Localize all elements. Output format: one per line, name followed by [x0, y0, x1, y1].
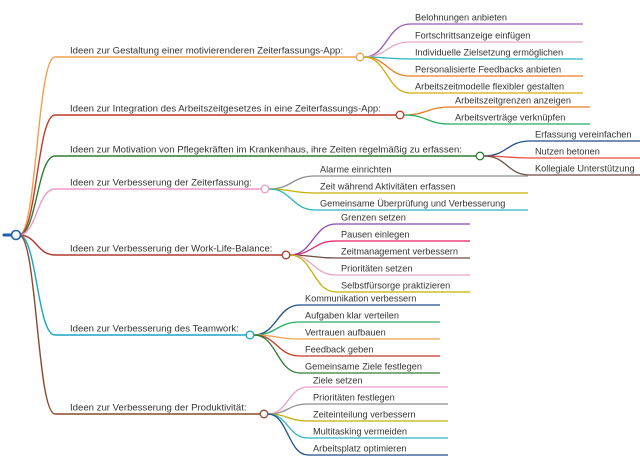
leaf-connector — [364, 57, 410, 76]
leaf-connector — [404, 115, 450, 124]
leaf-node — [268, 410, 448, 422]
leaf-label[interactable]: Zeit während Aktivitäten erfassen — [320, 181, 456, 192]
branch-node-circle[interactable] — [476, 152, 484, 160]
leaf-connector — [364, 42, 410, 57]
leaf-label[interactable]: Arbeitszeitgrenzen anzeigen — [455, 95, 571, 106]
root-node[interactable] — [4, 231, 21, 240]
leaf-label[interactable]: Aufgaben klar verteilen — [305, 310, 399, 321]
leaf-node — [254, 328, 440, 340]
leaf-connector — [404, 107, 450, 115]
leaf-label[interactable]: Multitasking vermeiden — [313, 426, 407, 437]
branch-2 — [55, 96, 590, 125]
leaf-connector — [364, 24, 410, 57]
leaf-label[interactable]: Pausen einlegen — [341, 229, 410, 240]
leaf-connector — [254, 335, 300, 373]
leaf-label[interactable]: Fortschrittsanzeige einfügen — [415, 30, 531, 41]
leaf-connector — [290, 241, 336, 255]
leaf-label[interactable]: Prioritäten setzen — [341, 263, 413, 274]
leaf-label[interactable]: Arbeitsplatz optimieren — [313, 443, 407, 454]
leaf-node — [364, 57, 583, 76]
branch-label[interactable]: Ideen zur Verbesserung der Produktivität: — [70, 402, 247, 414]
branch-6 — [55, 294, 440, 374]
leaf-connector — [290, 224, 336, 255]
branch-connector — [19, 57, 55, 235]
leaf-label[interactable]: Belohnungen anbieten — [415, 12, 507, 23]
branch-label[interactable]: Ideen zur Verbesserung der Work-Life-Balance: — [70, 243, 273, 255]
leaf-label[interactable]: Gemeinsame Ziele festlegen — [305, 361, 422, 372]
leaf-connector — [269, 189, 315, 210]
leaf-node — [364, 48, 583, 60]
branch-node-circle[interactable] — [260, 410, 268, 418]
branch-connector — [19, 156, 55, 235]
mindmap-links — [19, 57, 55, 414]
branch-label[interactable]: Ideen zur Integration des Arbeitszeitgesetzes in eine Zeiterfassungs-App: — [70, 103, 381, 115]
leaf-connector — [290, 255, 336, 292]
branch-connector — [19, 235, 55, 414]
leaf-label[interactable]: Erfassung vereinfachen — [535, 129, 632, 140]
leaf-node — [364, 57, 583, 93]
leaf-label[interactable]: Selbstfürsorge praktizieren — [341, 280, 451, 291]
leaf-label[interactable]: Kommunikation verbessern — [305, 293, 417, 304]
leaf-label[interactable]: Vertrauen aufbauen — [305, 327, 386, 338]
leaf-connector — [268, 387, 308, 414]
root-node-circle[interactable] — [12, 231, 21, 240]
leaf-label[interactable]: Zeitmanagement verbessern — [341, 246, 458, 257]
branch-connector — [19, 115, 55, 235]
leaf-node — [290, 247, 470, 259]
leaf-connector — [254, 305, 300, 335]
leaf-node — [290, 255, 470, 292]
branch-1 — [55, 13, 583, 94]
branch-5 — [55, 213, 470, 293]
leaf-connector — [484, 141, 530, 156]
branch-label[interactable]: Ideen zur Verbesserung des Teamwork: — [70, 323, 239, 335]
mindmap-branches — [55, 13, 640, 456]
branch-node-circle[interactable] — [246, 331, 254, 339]
leaf-label[interactable]: Feedback geben — [305, 344, 374, 355]
leaf-node — [269, 182, 528, 194]
branch-node-circle[interactable] — [356, 53, 364, 61]
leaf-label[interactable]: Alarme einrichten — [320, 164, 392, 175]
leaf-node — [484, 156, 640, 175]
leaf-label[interactable]: Zeiteinteilung verbessern — [313, 409, 416, 420]
branch-label[interactable]: Ideen zur Gestaltung einer motivierenderen Zeiterfassungs-App: — [70, 45, 344, 57]
leaf-connector — [269, 176, 315, 189]
branch-node-circle[interactable] — [261, 185, 269, 193]
leaf-label[interactable]: Grenzen setzen — [341, 212, 406, 223]
leaf-label[interactable]: Ziele setzen — [313, 375, 363, 386]
branch-4 — [55, 165, 528, 211]
leaf-label[interactable]: Arbeitsverträge verknüpfen — [455, 112, 566, 123]
leaf-label[interactable]: Kollegiale Unterstützung — [535, 163, 635, 174]
leaf-label[interactable]: Individuelle Zielsetzung ermöglichen — [415, 47, 564, 58]
branch-7 — [55, 376, 448, 456]
leaf-connector — [484, 156, 530, 175]
branch-node-circle[interactable] — [396, 111, 404, 119]
branch-label[interactable]: Ideen zur Verbesserung der Zeiterfassung: — [70, 177, 252, 189]
leaf-label[interactable]: Nutzen betonen — [535, 146, 600, 157]
leaf-label[interactable]: Arbeitszeitmodelle flexibler gestalten — [415, 81, 565, 92]
leaf-node — [269, 189, 528, 210]
leaf-label[interactable]: Prioritäten festlegen — [313, 392, 395, 403]
leaf-connector — [254, 322, 300, 335]
leaf-label[interactable]: Gemeinsame Überprüfung und Verbesserung — [320, 198, 506, 209]
leaf-label[interactable]: Personalisierte Feedbacks anbieten — [415, 64, 562, 75]
leaf-node — [404, 113, 590, 125]
branch-node-circle[interactable] — [282, 251, 290, 259]
branch-label[interactable]: Ideen zur Motivation von Pflegekräften im Krankenhaus, ihre Zeiten regelmäßig zu erfassen: — [70, 144, 462, 156]
